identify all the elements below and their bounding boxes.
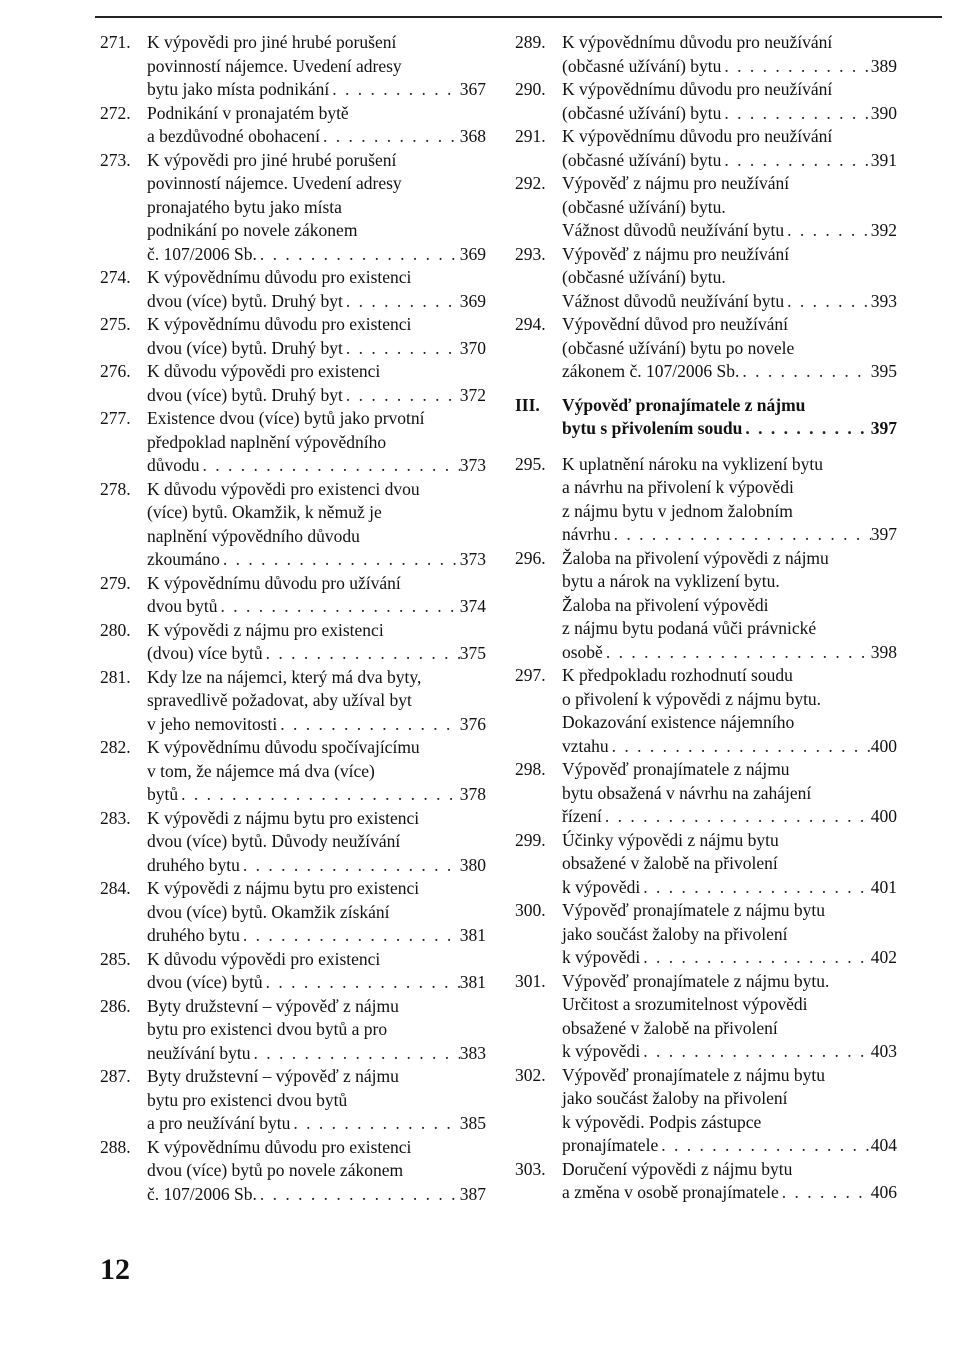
entry-title-line: K výpovědi z nájmu pro existenci	[147, 619, 384, 640]
entry-page-number: 385	[459, 1113, 486, 1133]
dot-leader	[609, 735, 871, 759]
entry-last-line	[562, 876, 897, 900]
entry-title-line: a návrhu na přivolení k výpovědi	[562, 477, 794, 497]
entry-title-line: K výpovědi z nájmu bytu pro existenci	[147, 807, 420, 828]
entry-title-line: K výpovědi z nájmu bytu pro existenci	[147, 878, 420, 898]
toc-entry	[100, 478, 486, 572]
entry-title-line: Výpověď z nájmu pro neužívání	[562, 173, 790, 193]
entry-title-line: K uplatnění nároku na vyklizení bytu	[562, 453, 823, 474]
entry-number: 272.	[100, 102, 131, 123]
entry-page-number: 390	[870, 102, 897, 123]
toc-entry	[100, 1065, 486, 1136]
entry-title-line: Výpověď pronajímatele z nájmu bytu	[562, 1064, 826, 1085]
entry-page-number: 391	[870, 149, 897, 170]
dot-leader	[603, 641, 871, 665]
dot-leader	[721, 55, 870, 79]
entry-title-line: dvou (více) bytů po novele zákonem	[147, 1160, 404, 1180]
dot-leader	[343, 290, 460, 314]
entry-last-line	[147, 854, 486, 878]
entry-page-number: 402	[870, 947, 897, 967]
entry-last-line	[562, 735, 897, 759]
entry-title-line: K výpovědi pro jiné hrubé porušení	[147, 149, 397, 170]
entry-last-line	[147, 78, 486, 102]
entry-page-number: 374	[459, 596, 486, 616]
entry-page-number: 401	[870, 876, 897, 897]
toc-left-column	[100, 31, 486, 1206]
entry-title-line: zákonem č. 107/2006 Sb.	[562, 361, 740, 381]
entry-title-line: (občasné užívání) bytu.	[562, 267, 726, 287]
dot-leader	[658, 1134, 871, 1158]
entry-title-line: K výpovědnímu důvodu pro užívání	[147, 572, 401, 593]
dot-leader	[290, 1112, 459, 1136]
entry-title-line: bytu s přivolením soudu	[562, 418, 743, 438]
entry-title-line: K důvodu výpovědi pro existenci	[147, 948, 381, 969]
entry-last-line	[147, 548, 486, 572]
entry-title-line: K výpovědnímu důvodu pro neužívání	[562, 32, 833, 52]
toc-entry	[515, 31, 897, 78]
entry-number: 274.	[100, 267, 131, 287]
toc-entry	[515, 453, 897, 547]
entry-title-line: z nájmu bytu podaná vůči právnické	[562, 618, 817, 638]
entry-title-line: naplnění výpovědního důvodu	[147, 525, 360, 546]
entry-title-line: osobě	[562, 641, 603, 662]
entry-page-number: 387	[459, 1183, 486, 1204]
toc-entry	[100, 313, 486, 360]
toc-entry	[515, 547, 897, 665]
entry-last-line	[147, 924, 486, 948]
entry-title-line: Určitost a srozumitelnost výpovědi	[562, 994, 808, 1014]
entry-title-line: neužívání bytu	[147, 1042, 251, 1063]
toc-entry	[100, 666, 486, 737]
entry-page-number: 375	[459, 643, 486, 663]
entry-title-line: K výpovědnímu důvodu pro neužívání	[562, 126, 833, 146]
entry-page-number: 403	[870, 1041, 897, 1061]
entry-last-line	[147, 971, 486, 995]
entry-page-number: 369	[459, 243, 486, 264]
entry-title-line: Podnikání v pronajatém bytě	[147, 102, 349, 123]
entry-page-number: 378	[459, 784, 486, 804]
entry-last-line	[562, 523, 897, 547]
page-number: 12	[100, 1253, 130, 1286]
entry-last-line	[147, 454, 486, 478]
entry-page-number: 389	[870, 55, 897, 76]
entry-last-line	[147, 1042, 486, 1066]
entry-title-line: návrhu	[562, 524, 611, 544]
entry-number: 271.	[100, 32, 131, 52]
entry-last-line	[562, 1040, 897, 1064]
entry-title-line: dvou (více) bytů	[147, 972, 263, 992]
dot-leader	[257, 1183, 460, 1207]
entry-number: 298.	[515, 759, 546, 779]
entry-number: 288.	[100, 1136, 131, 1157]
dot-leader	[784, 219, 871, 243]
entry-title-line: (více) bytů. Okamžik, k němuž je	[147, 502, 382, 522]
toc-section-heading	[515, 394, 897, 441]
entry-title-line: vztahu	[562, 735, 609, 756]
entry-title-line: Vážnost důvodů neužívání bytu	[562, 290, 785, 311]
entry-title-line: bytu pro existenci dvou bytů	[147, 1089, 348, 1110]
entry-title-line: zkoumáno	[147, 549, 220, 569]
entry-title-line: Výpověď z nájmu pro neužívání	[562, 243, 790, 264]
toc-entry	[515, 313, 897, 384]
dot-leader	[784, 290, 871, 314]
entry-title-line: (občasné užívání) bytu	[562, 55, 722, 76]
dot-leader	[779, 1181, 871, 1205]
entry-number: 289.	[515, 32, 546, 52]
entry-title-line: a bezdůvodné obohacení	[147, 126, 320, 146]
entry-title-line: v tom, že nájemce má dva (více)	[147, 760, 375, 781]
entry-title-line: Dokazování existence nájemního	[562, 712, 795, 732]
entry-number: 301.	[515, 970, 546, 991]
dot-leader	[240, 854, 460, 878]
dot-leader	[320, 125, 460, 149]
entry-title-line: K výpovědnímu důvodu pro existenci	[147, 1136, 412, 1157]
entry-title-line: č. 107/2006 Sb.	[147, 243, 257, 264]
entry-title-line: v jeho nemovitosti	[147, 713, 278, 734]
entry-page-number: 400	[870, 735, 897, 756]
toc-entry	[515, 1064, 897, 1158]
toc-entry	[515, 664, 897, 758]
entry-title-line: (dvou) více bytů	[147, 643, 263, 663]
entry-number: 284.	[100, 878, 131, 898]
entry-number: 275.	[100, 314, 131, 334]
entry-title-line: K výpovědnímu důvodu spočívajícímu	[147, 737, 420, 757]
dot-leader	[200, 454, 460, 478]
toc-entry	[515, 78, 897, 125]
entry-number: 297.	[515, 665, 546, 685]
entry-number: 303.	[515, 1158, 546, 1179]
entry-title-line: pronajímatele	[562, 1135, 659, 1155]
entry-last-line	[147, 384, 486, 408]
dot-leader	[263, 971, 460, 995]
entry-title-line: a pro neužívání bytu	[147, 1113, 291, 1133]
entry-page-number: 398	[870, 641, 897, 662]
entry-last-line	[147, 290, 486, 314]
toc-entry	[100, 407, 486, 478]
dot-leader	[257, 243, 460, 267]
dot-leader	[640, 946, 870, 970]
entry-last-line	[562, 1134, 897, 1158]
entry-last-line	[147, 1183, 486, 1207]
entry-last-line	[562, 805, 897, 829]
entry-title-line: (občasné užívání) bytu	[562, 102, 722, 123]
entry-title-line: obsažené v žalobě na přivolení	[562, 1017, 778, 1038]
entry-last-line	[147, 125, 486, 149]
entry-last-line	[147, 243, 486, 267]
toc-entry	[515, 970, 897, 1064]
toc-entry	[100, 31, 486, 102]
entry-page-number: 367	[459, 79, 486, 99]
dot-leader	[240, 924, 460, 948]
dot-leader	[178, 783, 460, 807]
entry-number: 286.	[100, 995, 131, 1016]
toc-entry	[100, 948, 486, 995]
dot-leader	[343, 337, 460, 361]
toc-entry	[515, 758, 897, 829]
top-rule	[95, 16, 942, 18]
entry-number: 273.	[100, 149, 131, 170]
toc-entry	[100, 877, 486, 948]
dot-leader	[640, 1040, 870, 1064]
entry-last-line	[562, 946, 897, 970]
entry-title-line: bytu a nárok na vyklizení bytu.	[562, 571, 780, 591]
entry-last-line	[562, 1181, 897, 1205]
entry-number: 282.	[100, 737, 131, 757]
entry-page-number: 373	[459, 455, 486, 475]
entry-title-line: a změna v osobě pronajímatele	[562, 1182, 779, 1202]
entry-title-line: Výpověď pronajímatele z nájmu bytu	[562, 900, 826, 920]
entry-title-line: K výpovědi pro jiné hrubé porušení	[147, 32, 397, 52]
entry-page-number: 369	[459, 290, 486, 311]
entry-title-line: z nájmu bytu v jednom žalobním	[562, 500, 793, 521]
entry-number: 293.	[515, 243, 546, 264]
entry-number: 302.	[515, 1064, 546, 1085]
entry-title-line: druhého bytu	[147, 854, 240, 875]
entry-title-line: dvou (více) bytů. Druhý byt	[147, 337, 343, 358]
entry-title-line: jako součást žaloby na přivolení	[562, 1088, 788, 1108]
entry-title-line: pronajatého bytu jako místa	[147, 196, 342, 217]
entry-number: 281.	[100, 666, 131, 687]
entry-title-line: předpoklad naplnění výpovědního	[147, 431, 387, 452]
toc-entry	[515, 829, 897, 900]
entry-title-line: (občasné užívání) bytu po novele	[562, 337, 795, 358]
entry-title-line: jako součást žaloby na přivolení	[562, 923, 788, 944]
entry-page-number: 383	[459, 1042, 486, 1063]
entry-number: 279.	[100, 572, 131, 593]
entry-page-number: 381	[459, 925, 486, 945]
entry-title-line: Výpověď pronajímatele z nájmu	[562, 759, 790, 779]
dot-leader	[218, 595, 460, 619]
dot-leader	[220, 548, 460, 572]
entry-title-line: (občasné užívání) bytu	[562, 149, 722, 170]
toc-right-column	[515, 31, 897, 1205]
entry-title-line: bytu pro existenci dvou bytů a pro	[147, 1019, 388, 1039]
entry-title-line: dvou (více) bytů. Důvody neužívání	[147, 831, 401, 851]
dot-leader	[602, 805, 871, 829]
entry-page-number: 392	[870, 220, 897, 240]
entry-page-number: 395	[870, 361, 897, 381]
dot-leader	[739, 360, 870, 384]
dot-leader	[742, 417, 870, 441]
entry-title-line: důvodu	[147, 455, 200, 475]
entry-last-line	[562, 417, 897, 441]
entry-title-line: dvou (více) bytů. Druhý byt	[147, 384, 343, 405]
entry-number: 291.	[515, 126, 546, 146]
entry-title-line: řízení	[562, 806, 602, 826]
entry-page-number: 368	[459, 126, 486, 146]
entry-page-number: 372	[459, 384, 486, 405]
toc-entry	[515, 172, 897, 243]
entry-number: 295.	[515, 453, 546, 474]
entry-page-number: 373	[459, 549, 486, 569]
entry-title-line: Žaloba na přivolení výpovědi z nájmu	[562, 547, 829, 568]
entry-title-line: dvou bytů	[147, 596, 218, 616]
entry-title-line: K výpovědnímu důvodu pro existenci	[147, 267, 412, 287]
entry-page-number: 397	[870, 418, 897, 438]
entry-number: 299.	[515, 829, 546, 850]
toc-entry	[515, 899, 897, 970]
toc-entry	[100, 807, 486, 878]
dot-leader	[263, 642, 460, 666]
entry-title-line: k výpovědi	[562, 876, 641, 897]
entry-title-line: Byty družstevní – výpověď z nájmu	[147, 1066, 399, 1086]
entry-title-line: povinností nájemce. Uvedení adresy	[147, 173, 402, 193]
entry-title-line: Žaloba na přivolení výpovědi	[562, 594, 769, 615]
entry-title-line: obsažené v žalobě na přivolení	[562, 853, 778, 873]
entry-title-line: k výpovědi	[562, 947, 641, 967]
entry-title-line: (občasné užívání) bytu.	[562, 196, 726, 217]
entry-last-line	[147, 783, 486, 807]
entry-last-line	[562, 219, 897, 243]
entry-number: 280.	[100, 619, 131, 640]
entry-title-line: Výpověď pronajímatele z nájmu	[562, 394, 806, 415]
entry-number: 278.	[100, 478, 131, 499]
dot-leader	[611, 523, 871, 547]
entry-title-line: druhého bytu	[147, 925, 240, 945]
entry-number: 300.	[515, 900, 546, 920]
entry-number: 277.	[100, 408, 131, 428]
entry-title-line: K výpovědnímu důvodu pro neužívání	[562, 79, 833, 99]
entry-title-line: Kdy lze na nájemci, který má dva byty,	[147, 666, 422, 687]
toc-entry	[100, 572, 486, 619]
dot-leader	[640, 876, 870, 900]
entry-last-line	[147, 337, 486, 361]
entry-title-line: podnikání po novele zákonem	[147, 220, 358, 240]
entry-page-number: 400	[870, 806, 897, 826]
entry-title-line: k výpovědi	[562, 1041, 641, 1061]
entry-title-line: K výpovědnímu důvodu pro existenci	[147, 314, 412, 334]
toc-entry	[515, 1158, 897, 1205]
entry-number: 292.	[515, 173, 546, 193]
entry-number: 290.	[515, 79, 546, 99]
toc-entry	[100, 995, 486, 1066]
entry-last-line	[562, 360, 897, 384]
entry-title-line: Existence dvou (více) bytů jako prvotní	[147, 408, 425, 428]
toc-entry	[100, 619, 486, 666]
dot-leader	[721, 149, 870, 173]
entry-title-line: Výpověď pronajímatele z nájmu bytu.	[562, 970, 830, 991]
section-spacer	[515, 384, 897, 394]
toc-entry	[100, 736, 486, 807]
entry-number: III.	[515, 394, 540, 415]
toc-entry	[100, 102, 486, 149]
entry-title-line: dvou (více) bytů. Okamžik získání	[147, 901, 390, 922]
entry-title-line: K důvodu výpovědi pro existenci dvou	[147, 478, 420, 499]
entry-number: 276.	[100, 361, 131, 381]
entry-title-line: č. 107/2006 Sb.	[147, 1183, 257, 1204]
toc-entry	[100, 360, 486, 407]
entry-last-line	[562, 102, 897, 126]
entry-last-line	[147, 642, 486, 666]
entry-title-line: Doručení výpovědi z nájmu bytu	[562, 1158, 793, 1179]
toc-entry	[100, 1136, 486, 1207]
toc-entry	[100, 266, 486, 313]
toc-entry	[100, 149, 486, 267]
entry-title-line: Výpovědní důvod pro neužívání	[562, 314, 788, 334]
entry-last-line	[562, 290, 897, 314]
section-spacer	[515, 441, 897, 453]
entry-title-line: K předpokladu rozhodnutí soudu	[562, 665, 793, 685]
entry-title-line: bytů	[147, 784, 179, 804]
entry-number: 287.	[100, 1066, 131, 1086]
entry-title-line: o přivolení k výpovědi z nájmu bytu.	[562, 688, 822, 709]
entry-title-line: povinností nájemce. Uvedení adresy	[147, 55, 402, 76]
entry-number: 283.	[100, 807, 131, 828]
entry-title-line: bytu jako místa podnikání	[147, 79, 330, 99]
entry-title-line: bytu obsažená v návrhu na zahájení	[562, 782, 812, 803]
entry-page-number: 397	[870, 524, 897, 544]
entry-number: 296.	[515, 547, 546, 568]
entry-title-line: k výpovědi. Podpis zástupce	[562, 1111, 762, 1132]
entry-last-line	[562, 55, 897, 79]
toc-entry	[515, 243, 897, 314]
dot-leader	[251, 1042, 460, 1066]
entry-title-line: Vážnost důvodů neužívání bytu	[562, 220, 785, 240]
entry-title-line: K důvodu výpovědi pro existenci	[147, 361, 381, 381]
entry-title-line: Účinky výpovědi z nájmu bytu	[562, 829, 779, 850]
dot-leader	[329, 78, 459, 102]
entry-page-number: 380	[459, 854, 486, 875]
entry-page-number: 381	[459, 972, 486, 992]
entry-page-number: 393	[870, 290, 897, 311]
entry-page-number: 370	[459, 337, 486, 358]
entry-title-line: spravedlivě požadovat, aby užíval byt	[147, 690, 412, 710]
entry-last-line	[147, 1112, 486, 1136]
entry-page-number: 376	[459, 713, 486, 734]
entry-title-line: Byty družstevní – výpověď z nájmu	[147, 995, 399, 1016]
entry-last-line	[562, 149, 897, 173]
entry-page-number: 406	[870, 1182, 897, 1202]
dot-leader	[343, 384, 460, 408]
entry-number: 285.	[100, 948, 131, 969]
entry-last-line	[147, 713, 486, 737]
entry-page-number: 404	[870, 1135, 897, 1155]
entry-number: 294.	[515, 314, 546, 334]
dot-leader	[277, 713, 459, 737]
entry-last-line	[562, 641, 897, 665]
entry-title-line: dvou (více) bytů. Druhý byt	[147, 290, 343, 311]
toc-entry	[515, 125, 897, 172]
dot-leader	[721, 102, 870, 126]
entry-last-line	[147, 595, 486, 619]
